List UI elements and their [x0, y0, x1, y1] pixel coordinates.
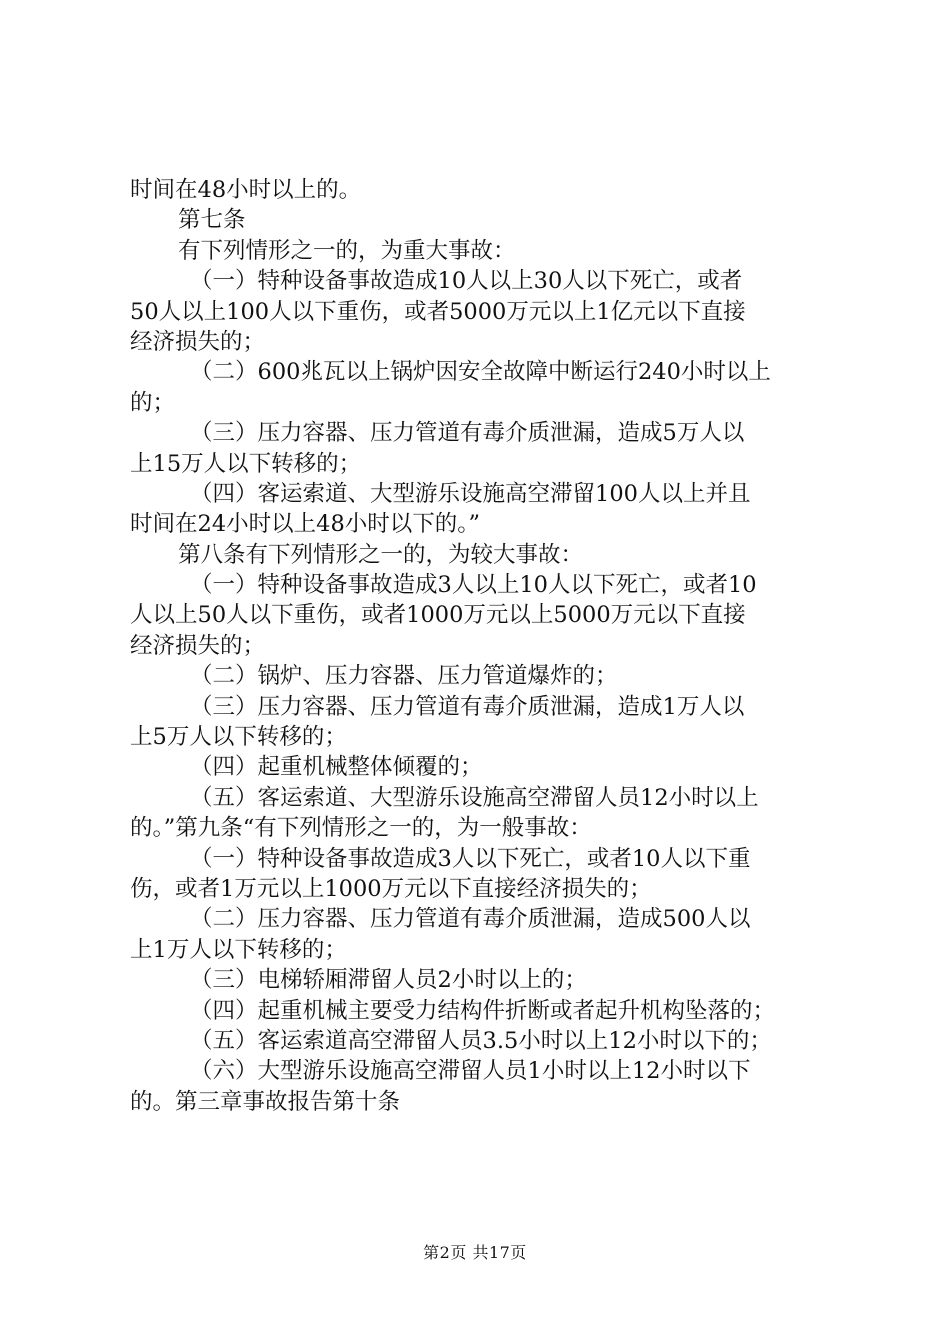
text-line: （二）600兆瓦以上锅炉因安全故障中断运行240小时以上: [190, 359, 771, 386]
text-line: （六）大型游乐设施高空滞留人员1小时以上12小时以下: [190, 1058, 751, 1085]
text-line: （一）特种设备事故造成3人以下死亡，或者10人以下重: [190, 845, 751, 872]
text-line: 人以上50人以下重伤，或者1000万元以上5000万元以下直接: [130, 602, 746, 629]
text-line: （二）压力容器、压力管道有毒介质泄漏，造成500人以: [190, 906, 751, 933]
text-line: 上1万人以下转移的；: [130, 936, 347, 963]
text-line: （二）锅炉、压力容器、压力管道爆炸的；: [190, 663, 618, 690]
text-line: 伤，或者1万元以上1000万元以下直接经济损失的；: [130, 875, 652, 902]
text-line: 经济损失的；: [130, 328, 266, 355]
text-line: 上15万人以下转移的；: [130, 450, 362, 477]
text-line: 时间在48小时以上的。: [130, 177, 362, 203]
document-body: [130, 175, 832, 1117]
text-line: （三）压力容器、压力管道有毒介质泄漏，造成5万人以: [190, 420, 745, 447]
text-line: （一）特种设备事故造成10人以上30人以下死亡，或者: [190, 268, 743, 295]
text-line: （四）起重机械整体倾覆的；: [190, 754, 483, 781]
text-line: （一）特种设备事故造成3人以上10人以下死亡，或者10: [190, 572, 757, 599]
text-line: 上5万人以下转移的；: [130, 724, 347, 751]
text-line: 的。”第九条“有下列情形之一的，为一般事故：: [130, 815, 592, 842]
text-line: 经济损失的；: [130, 632, 266, 659]
text-line: 50人以上100人以下重伤，或者5000万元以上1亿元以下直接: [130, 298, 746, 325]
text-line: 有下列情形之一的，为重大事故：: [178, 237, 516, 264]
text-line: （五）客运索道高空滞留人员3.5小时以上12小时以下的；: [190, 1027, 772, 1054]
text-line: 时间在24小时以上48小时以下的。”: [130, 511, 481, 538]
text-line: 的。第三章事故报告第十条: [130, 1088, 401, 1115]
text-line: （五）客运索道、大型游乐设施高空滞留人员12小时以上: [190, 784, 759, 811]
text-line: （四）起重机械主要受力结构件折断或者起升机构坠落的；: [190, 997, 776, 1024]
text-line: （三）电梯轿厢滞留人员2小时以上的；: [190, 967, 587, 994]
text-line: （四）客运索道、大型游乐设施高空滞留100人以上并且: [190, 480, 751, 507]
text-line: 的；: [130, 389, 176, 416]
text-line: 第八条有下列情形之一的，为较大事故：: [178, 541, 584, 568]
page-number: 第2页 共17页: [423, 1243, 527, 1262]
text-line: （三）压力容器、压力管道有毒介质泄漏，造成1万人以: [190, 693, 745, 720]
article-heading: 第七条: [178, 207, 246, 234]
